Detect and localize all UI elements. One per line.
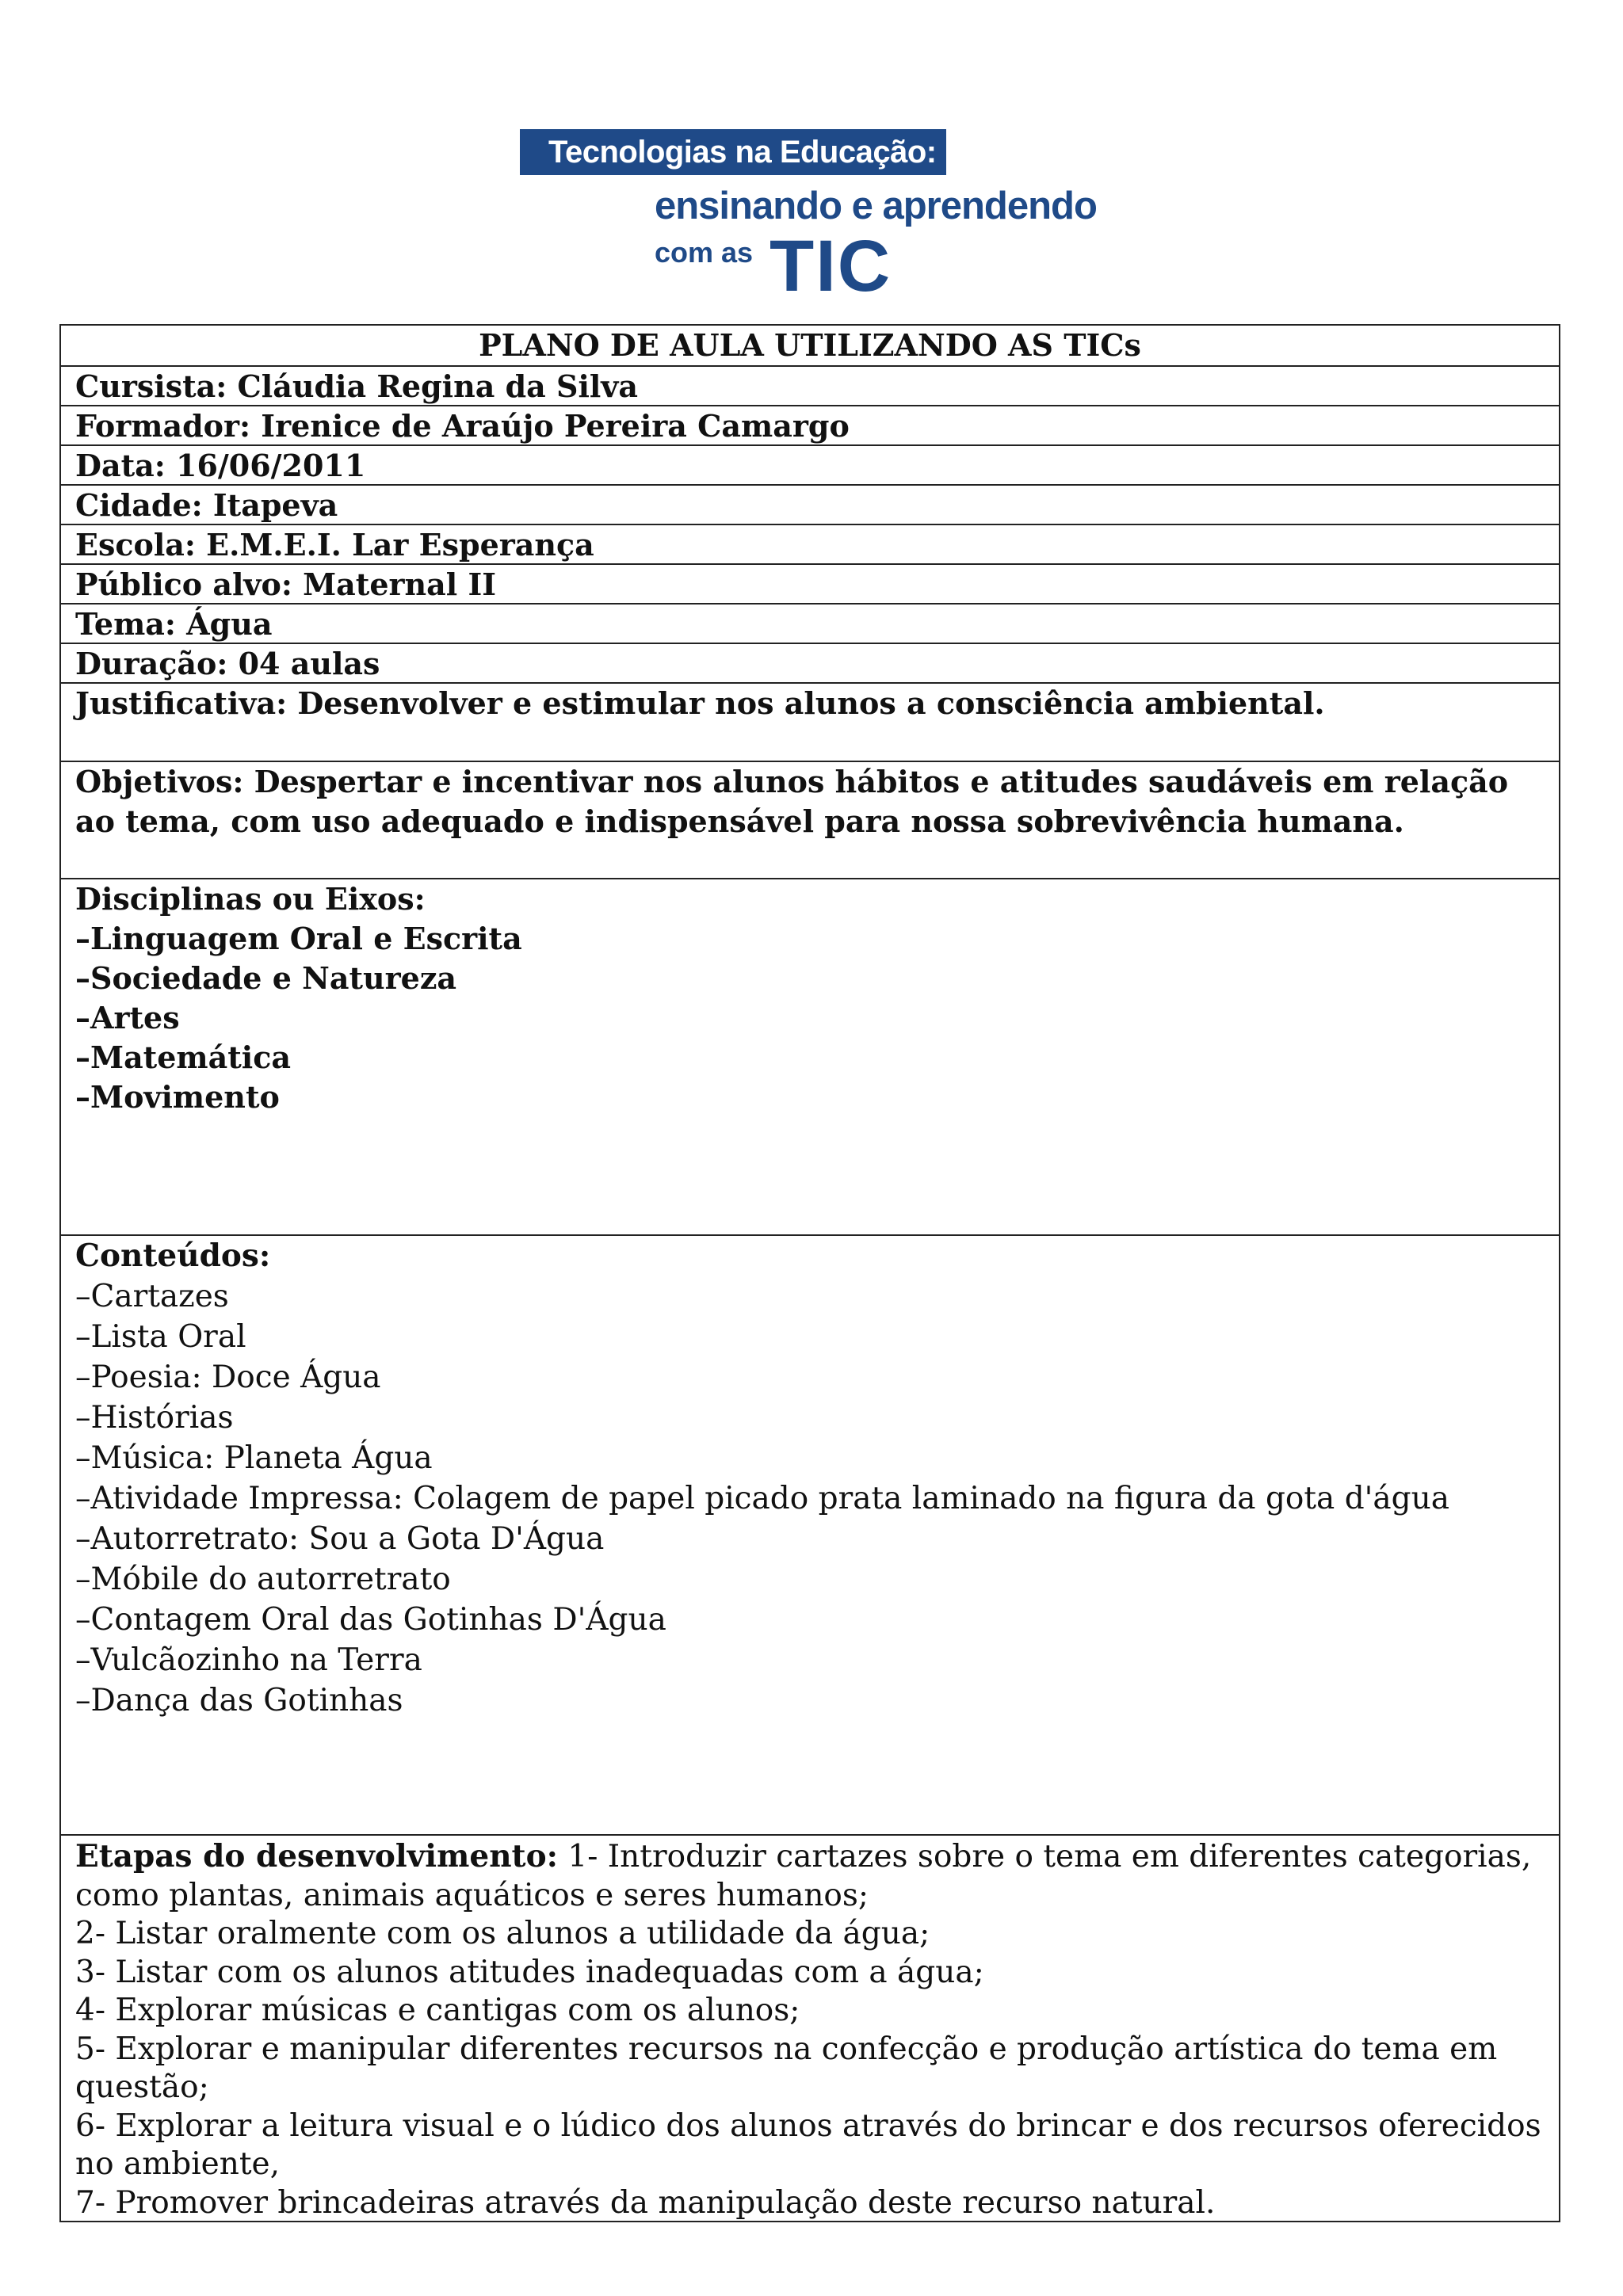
list-item: –Autorretrato: Sou a Gota D'Água [75, 1521, 605, 1557]
header-logo [0, 0, 1623, 317]
etapas-intro: 1- Introduzir cartazes sobre o tema em diferentes categorias, como plantas, animais aquáticos e seres humanos; [75, 1839, 1532, 1913]
etapas-step-1 [75, 1837, 1545, 1915]
list-item: –Matemática [75, 1039, 291, 1075]
list-item: –Histórias [75, 1400, 234, 1436]
field-duracao: Duração: 04 aulas [61, 643, 1559, 682]
field-formador: Formador: Irenice de Araújo Pereira Camargo [61, 405, 1559, 444]
disciplinas-label: Disciplinas ou Eixos: [75, 881, 426, 917]
list-item: –Música: Planeta Água [75, 1440, 433, 1476]
list-item: –Dança das Gotinhas [75, 1683, 403, 1718]
list-item: –Atividade Impressa: Colagem de papel picado prata laminado na figura da gota d'água [75, 1481, 1449, 1516]
field-tema: Tema: Água [61, 603, 1559, 643]
logo-tic: TIC [769, 226, 892, 307]
section-etapas [61, 1834, 1559, 2221]
list-item: 7- Promover brincadeiras através da manipulação deste recurso natural. [75, 2184, 1216, 2221]
list-item: –Contagem Oral das Gotinhas D'Água [75, 1602, 666, 1638]
etapas-label: Etapas do desenvolvimento: [75, 1838, 558, 1875]
list-item: –Movimento [75, 1079, 280, 1115]
logo-prefix: com as [655, 236, 754, 269]
list-item: –Cartazes [75, 1279, 229, 1314]
field-data: Data: 16/06/2011 [61, 444, 1559, 484]
field-cursista: Cursista: Cláudia Regina da Silva [61, 365, 1559, 405]
field-justificativa: Justificativa: Desenvolver e estimular nos alunos a consciência ambiental. [61, 682, 1559, 761]
list-item: 2- Listar oralmente com os alunos a utilidade da água; [75, 1916, 930, 1951]
list-item: –Sociedade e Natureza [75, 960, 457, 996]
field-objetivos: Objetivos: Despertar e incentivar nos alunos hábitos e atitudes saudáveis em relação ao tema, com uso adequado e indispensável para nossa sobrevivência humana. [61, 761, 1559, 878]
list-item: –Móbile do autorretrato [75, 1562, 451, 1597]
lesson-plan-form [59, 324, 1560, 2222]
list-item: 5- Explorar e manipular diferentes recursos na confecção e produção artística do tema em questão; [75, 2031, 1498, 2105]
conteudos-label: Conteúdos: [75, 1238, 271, 1274]
field-publico-alvo: Público alvo: Maternal II [61, 563, 1559, 603]
list-item: –Poesia: Doce Água [75, 1360, 381, 1395]
list-item: –Lista Oral [75, 1319, 246, 1355]
form-title: PLANO DE AULA UTILIZANDO AS TICs [479, 327, 1141, 363]
logo-tagline: ensinando e aprendendo [655, 185, 1097, 227]
list-item: –Artes [75, 1000, 180, 1035]
list-item: 4- Explorar músicas e cantigas com os alunos; [75, 1993, 800, 2028]
field-escola: Escola: E.M.E.I. Lar Esperança [61, 524, 1559, 563]
list-item: –Linguagem Oral e Escrita [75, 921, 522, 956]
section-disciplinas [61, 878, 1559, 1234]
list-item: 6- Explorar a leitura visual e o lúdico dos alunos através do brincar e dos recursos oferecidos no ambiente, [75, 2107, 1541, 2182]
field-cidade: Cidade: Itapeva [61, 484, 1559, 524]
logo-band: Tecnologias na Educação: [520, 129, 946, 175]
section-conteudos [61, 1234, 1559, 1834]
list-item: 3- Listar com os alunos atitudes inadequadas com a água; [75, 1954, 984, 1990]
list-item: –Vulcãozinho na Terra [75, 1642, 422, 1678]
